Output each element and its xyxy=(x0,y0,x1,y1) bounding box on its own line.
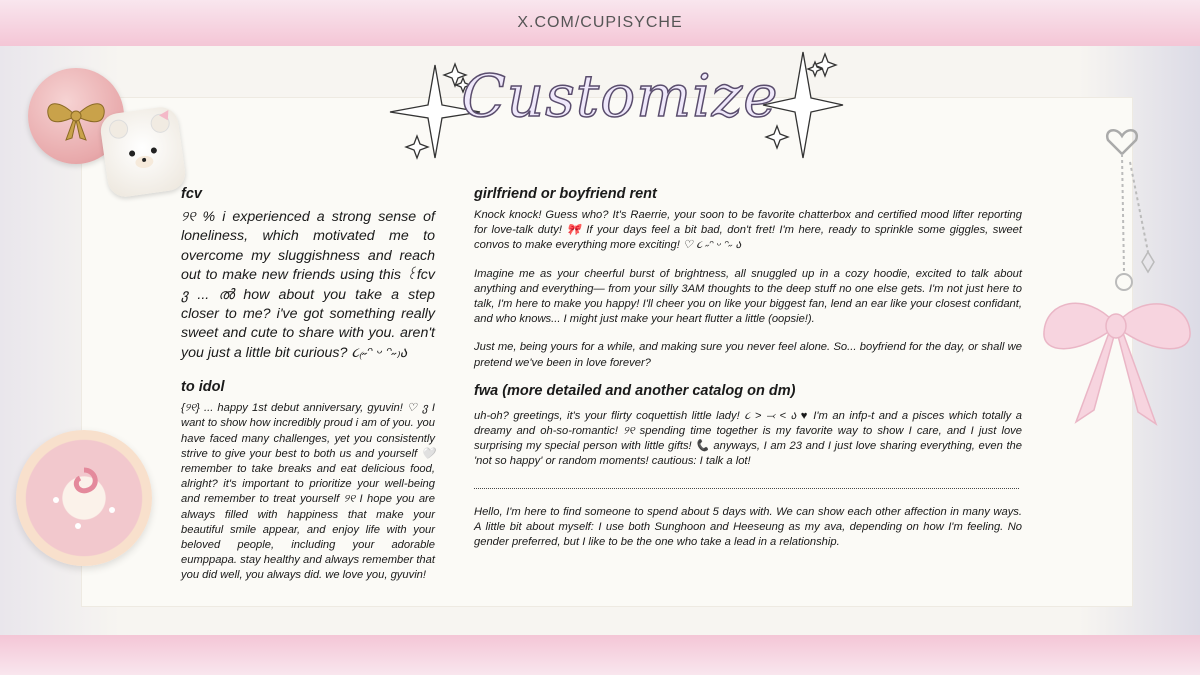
right-column xyxy=(474,186,1022,550)
bear-plush-icon xyxy=(99,105,188,199)
bottom-banner xyxy=(0,635,1200,675)
fcv-text: ୨୧ % i experienced a strong sense of loneliness, which motivated me to overcome my sluggishness and reach out to make new friends using this ꒰fcv ვ ... ൽ how about you take a step closer to me? i've got something really sweet and cute to share with you. aren't you just a little bit curious? ૮₍˶ᵔ ᵕ ᵔ˶₎ა xyxy=(181,209,435,361)
fwa-text-1: uh-oh? greetings, it's your flirty coquettish little lady! ૮ ˃ ⤙ ˂ ა ♥ I'm an infp-t and a pisces which totally a dreamy and oh-so-romantic! ୨୧ spending time together is my favorite way to show I care, and I just love surprising my special person with little gifts! 📞 anyways, I am 23 and I just love sharing everything, even the 'not so happy' or random moments! cautious: I talk a lot! xyxy=(474,409,1022,468)
section-heading-fcv: fcv xyxy=(181,186,202,202)
section-heading-fwa: fwa (more detailed and another catalog on dm) xyxy=(474,382,796,399)
pink-donut-icon xyxy=(16,430,152,566)
title-area xyxy=(385,50,845,160)
rent-text-2: Imagine me as your cheerful burst of brightness, all snuggled up in a cozy hoodie, excited to talk about anything and everything— from your silly 3AM thoughts to the deep stuff no one else gets. I'm not just here to talk, I'm here to make you happy! I'll cheer you on like your biggest fan, lend an ear like your closest confidant, and who knows... I might just make your heart flutter a little (oopsie!). xyxy=(474,267,1022,326)
section-heading-to-idol: to idol xyxy=(181,379,225,396)
left-column xyxy=(181,186,435,584)
page-title: Customize xyxy=(461,62,779,130)
dotted-divider xyxy=(474,488,1019,489)
to-idol-text: {୨୧} ... happy 1st debut anniversary, gyuvin! ♡ ვ I want to show how incredibly proud i am of you. you have faced many challenges, yet you consistently strive to give your best to both us and yourself 🤍 remember to take breaks and eat delicious food, alright? it's important to prioritize your well-being and remember to treat yourself ୨୧ I hope you are always filled with happiness that make your beautiful smile appear, and enjoy life with your beloved people, including your adorable eumppapa. stay healthy and always remember that you did well, you always did. we love you, gyuvin! xyxy=(181,402,435,582)
section-heading-rent: girlfriend or boyfriend rent xyxy=(474,186,657,202)
fwa-text-2: Hello, I'm here to find someone to spend about 5 days with. We can show each other affection in many ways. A little bit about myself: I use both Sunghoon and Heeseung as my ava, depending on how I'm feeling. No gender preferred, but I like to be the one who take a lead in a relationship. xyxy=(474,505,1022,549)
heart-keychain-icon xyxy=(1100,122,1160,312)
top-banner xyxy=(0,0,1200,46)
source-url: X.COM/CUPISYCHE xyxy=(517,14,683,31)
rent-text-1: Knock knock! Guess who? It's Raerrie, your soon to be favorite chatterbox and certified mood lifter reporting for love-talk duty! 🎀 If your days feel a bit bad, don't fret! I'm here, ready to sprinkle some giggles, sweet convos to make everything more exciting! ♡ ૮ ˶ᵔ ᵕ ᵔ˶ ა xyxy=(474,209,1022,252)
rent-text-3: Just me, being yours for a while, and making sure you never feel alone. So... boyfriend for the day, or shall we pretend we've been in love forever? xyxy=(474,341,1022,369)
pink-ribbon-bow-icon xyxy=(1036,292,1196,432)
